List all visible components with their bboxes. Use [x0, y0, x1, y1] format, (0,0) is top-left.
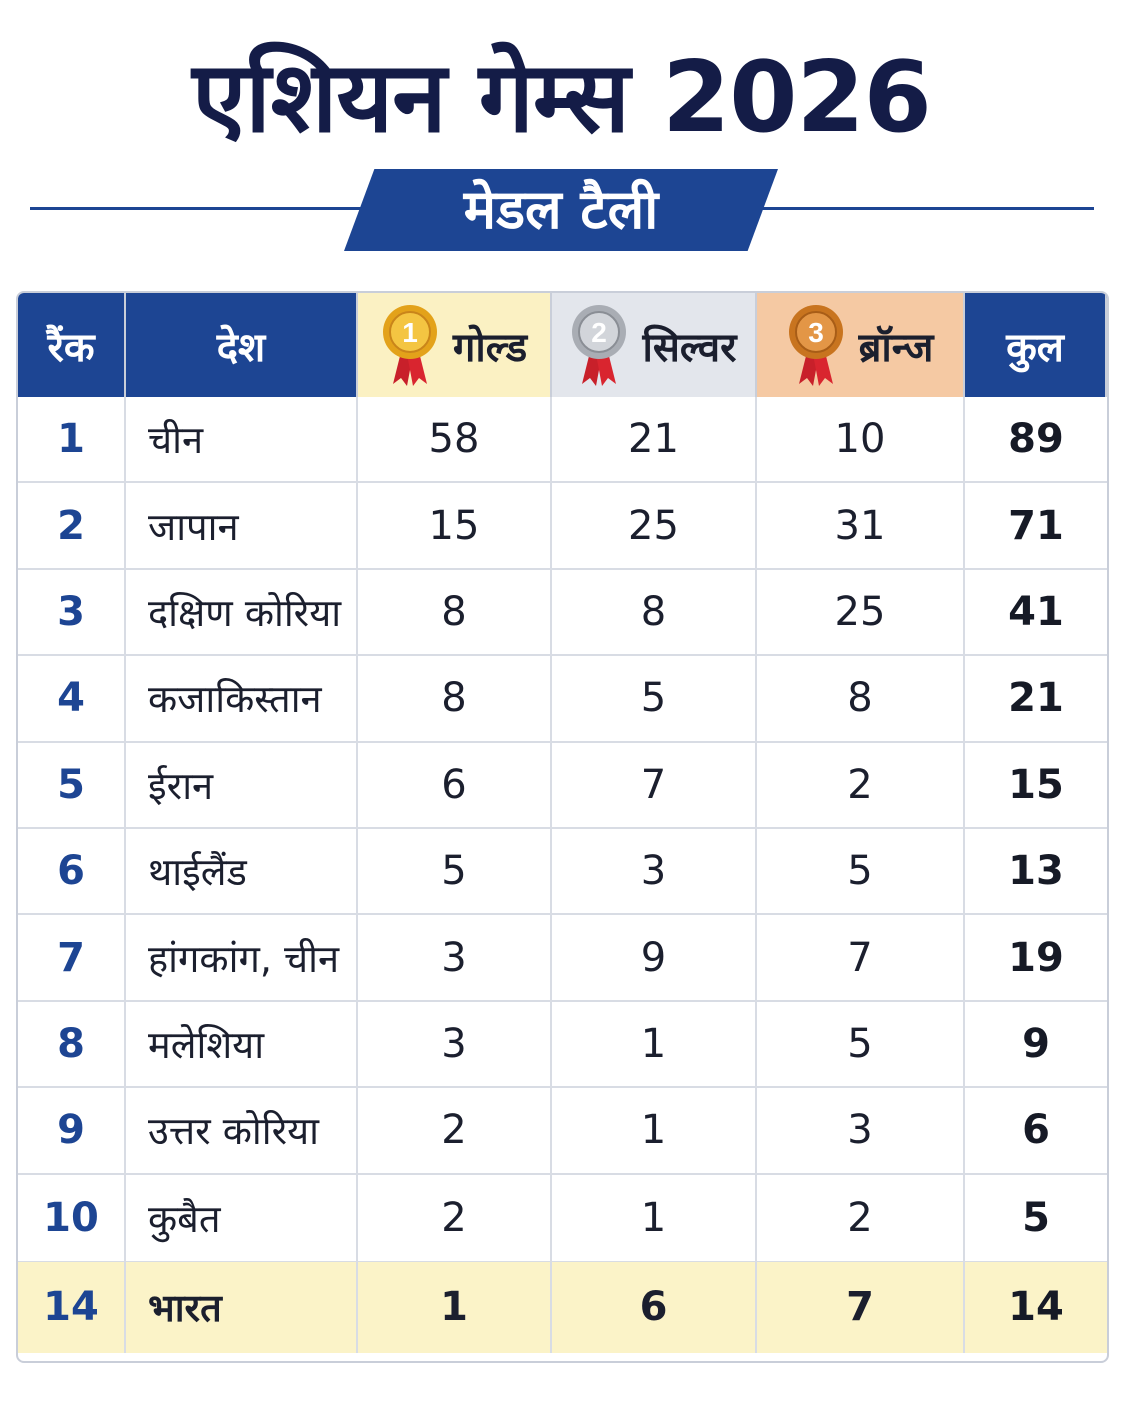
medal-table: [16, 291, 1109, 1363]
country-cell: हांगकांग, चीन: [126, 915, 358, 999]
rank-cell: 3: [18, 570, 126, 654]
gold-medal-icon: [381, 302, 439, 388]
silver-cell: 3: [552, 829, 757, 913]
rank-cell: 8: [18, 1002, 126, 1086]
column-header-bronze: [757, 293, 965, 397]
silver-cell: 1: [552, 1002, 757, 1086]
svg-text:1: 1: [402, 317, 418, 348]
silver-cell: 9: [552, 915, 757, 999]
column-header-bronze-label: ब्रॉन्ज: [858, 324, 934, 371]
rank-cell: 4: [18, 656, 126, 740]
table-header-row: [18, 293, 1107, 397]
rank-cell: 9: [18, 1088, 126, 1172]
rank-cell: 10: [18, 1175, 126, 1261]
table-row: [18, 570, 1107, 656]
total-cell: 15: [1008, 761, 1064, 808]
silver-medal-icon: [570, 302, 628, 388]
table-row: [18, 397, 1107, 483]
country-cell: दक्षिण कोरिया: [126, 570, 358, 654]
gold-cell: 1: [358, 1262, 552, 1353]
column-header-silver-label: सिल्वर: [642, 324, 737, 371]
column-header-silver: [552, 293, 757, 397]
svg-text:2: 2: [591, 317, 608, 348]
total-cell: 19: [1008, 934, 1064, 981]
rank-cell: 1: [18, 397, 126, 481]
svg-text:3: 3: [807, 317, 824, 348]
gold-cell: 3: [358, 1002, 552, 1086]
silver-cell: 5: [552, 656, 757, 740]
rank-cell: 7: [18, 915, 126, 999]
total-cell: 21: [1008, 675, 1064, 722]
country-cell: चीन: [126, 397, 358, 481]
silver-cell: 21: [552, 397, 757, 481]
country-cell: कुबैत: [126, 1175, 358, 1261]
table-row: [18, 743, 1107, 829]
gold-cell: 2: [358, 1088, 552, 1172]
gold-cell: 5: [358, 829, 552, 913]
gold-cell: 6: [358, 743, 552, 827]
table-row: [18, 915, 1107, 1001]
total-cell: 71: [1008, 502, 1064, 549]
page-subtitle: मेडल टैली: [463, 178, 659, 241]
gold-cell: 15: [358, 483, 552, 567]
total-cell: 41: [1008, 588, 1064, 635]
rank-cell: 14: [18, 1262, 126, 1353]
total-cell: 13: [1008, 848, 1064, 895]
bronze-cell: 7: [757, 1262, 965, 1353]
table-body: [18, 397, 1107, 1261]
silver-cell: 25: [552, 483, 757, 567]
bronze-cell: 3: [757, 1088, 965, 1172]
india-highlight-row: [18, 1261, 1107, 1353]
country-cell: भारत: [126, 1262, 358, 1353]
gold-cell: 8: [358, 656, 552, 740]
column-header-total: कुल: [965, 293, 1107, 397]
country-cell: ईरान: [126, 743, 358, 827]
table-row: [18, 1175, 1107, 1261]
bronze-cell: 31: [757, 483, 965, 567]
silver-cell: 1: [552, 1088, 757, 1172]
silver-cell: 8: [552, 570, 757, 654]
country-cell: जापान: [126, 483, 358, 567]
silver-cell: 1: [552, 1175, 757, 1261]
gold-cell: 3: [358, 915, 552, 999]
column-header-gold: [358, 293, 552, 397]
total-cell: 9: [1022, 1020, 1050, 1067]
bronze-cell: 2: [757, 1175, 965, 1261]
bronze-medal-icon: [787, 302, 845, 388]
rank-cell: 5: [18, 743, 126, 827]
column-header-rank: रैंक: [18, 293, 126, 397]
country-cell: उत्तर कोरिया: [126, 1088, 358, 1172]
rank-cell: 6: [18, 829, 126, 913]
rank-cell: 2: [18, 483, 126, 567]
page-title: एशियन गेम्स 2026: [192, 41, 931, 155]
column-header-country: देश: [126, 293, 358, 397]
divider-right: [752, 207, 1094, 210]
bronze-cell: 5: [757, 1002, 965, 1086]
table-row: [18, 829, 1107, 915]
gold-cell: 8: [358, 570, 552, 654]
table-row: [18, 1088, 1107, 1174]
bronze-cell: 5: [757, 829, 965, 913]
silver-cell: 6: [552, 1262, 757, 1353]
divider-left: [30, 207, 370, 210]
bronze-cell: 8: [757, 656, 965, 740]
country-cell: थाईलैंड: [126, 829, 358, 913]
country-cell: मलेशिया: [126, 1002, 358, 1086]
bronze-cell: 10: [757, 397, 965, 481]
gold-cell: 2: [358, 1175, 552, 1261]
total-cell: 89: [1008, 416, 1064, 463]
bronze-cell: 7: [757, 915, 965, 999]
total-cell: 6: [1022, 1107, 1050, 1154]
silver-cell: 7: [552, 743, 757, 827]
country-cell: कजाकिस्तान: [126, 656, 358, 740]
bronze-cell: 2: [757, 743, 965, 827]
gold-cell: 58: [358, 397, 552, 481]
column-header-gold-label: गोल्ड: [452, 324, 528, 371]
table-row: [18, 1002, 1107, 1088]
total-cell: 14: [1008, 1284, 1064, 1331]
table-row: [18, 483, 1107, 569]
bronze-cell: 25: [757, 570, 965, 654]
table-row: [18, 656, 1107, 742]
total-cell: 5: [1022, 1194, 1050, 1241]
